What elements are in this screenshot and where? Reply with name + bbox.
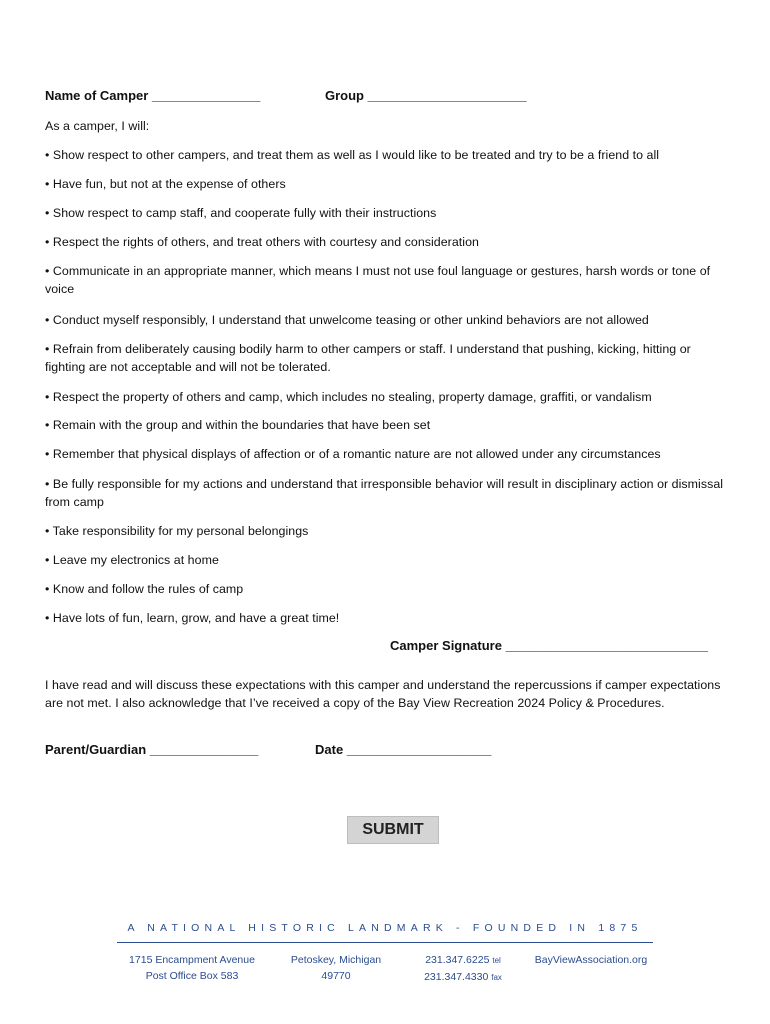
group-field[interactable]: Group ______________________ [325,88,527,103]
website-link[interactable]: BayViewAssociation.org [534,954,648,966]
pledge-item: • Show respect to camp staff, and cooperate fully with their instructions [45,206,437,220]
submit-button[interactable]: SUBMIT [347,816,439,844]
camper-signature-field[interactable]: Camper Signature ____________________________ [390,638,709,653]
tel-number: 231.347.6225 [425,954,490,966]
name-of-camper-field[interactable]: Name of Camper _______________ [45,88,261,103]
pledge-item: • Know and follow the rules of camp [45,582,244,596]
fax-line [408,969,518,986]
address-line-2: Post Office Box 583 [145,970,239,982]
pledge-item: • Respect the rights of others, and treat others with courtesy and consideration [45,235,479,249]
pledge-item: • Take responsibility for my personal belongings [45,524,309,538]
footer-tagline: A NATIONAL HISTORIC LANDMARK - FOUNDED IN 1875 [127,922,643,934]
fax-number: 231.347.4330 [424,971,489,983]
pledge-item: • Conduct myself responsibly, I understand that unwelcome teasing or other unkind behaviors are not allowed [45,313,649,327]
footer-phones [408,952,518,986]
fax-suffix: fax [491,973,502,982]
pledge-item: • Have fun, but not at the expense of others [45,177,286,191]
parent-fields [45,742,725,760]
pledge-item: • Respect the property of others and camp, which includes no stealing, property damage, graffiti, or vandalism [45,390,652,404]
pledge-item: • Leave my electronics at home [45,553,219,567]
tel-line [408,952,518,969]
header-fields [45,88,725,106]
intro-text: As a camper, I will: [45,119,150,133]
pledge-item: • Refrain from deliberately causing bodily harm to other campers or staff. I understand that pushing, kicking, hitting or fighting are not acceptable and will not be tolerated. [45,342,691,374]
city-line: Petoskey, Michigan [290,954,382,966]
acknowledgement-text: I have read and will discuss these expectations with this camper and understand the repercussions if camper expectations are not met. I also acknowledge that I’ve received a copy of the Bay View Recreation 2024 Policy & Procedures. [45,678,721,710]
pledge-item: • Be fully responsible for my actions and understand that irresponsible behavior will result in disciplinary action or dismissal from camp [45,477,724,509]
tel-suffix: tel [492,956,501,965]
parent-guardian-field[interactable]: Parent/Guardian _______________ [45,742,259,757]
footer-divider [117,942,653,943]
pledge-item: • Communicate in an appropriate manner, which means I must not use foul language or gestures, harsh words or tone of voice [45,264,711,296]
zip-line: 49770 [321,970,351,982]
footer-city [281,952,391,984]
date-field[interactable]: Date ____________________ [315,742,492,757]
pledge-item: • Remember that physical displays of affection or of a romantic nature are not allowed under any circumstances [45,447,661,461]
footer-address [122,952,262,984]
pledge-item: • Have lots of fun, learn, grow, and have a great time! [45,611,340,625]
pledge-item: • Show respect to other campers, and treat them as well as I would like to be treated and try to be a friend to all [45,148,660,162]
pledge-item: • Remain with the group and within the boundaries that have been set [45,418,431,432]
address-line-1: 1715 Encampment Avenue [129,954,255,966]
footer-website [527,952,655,968]
